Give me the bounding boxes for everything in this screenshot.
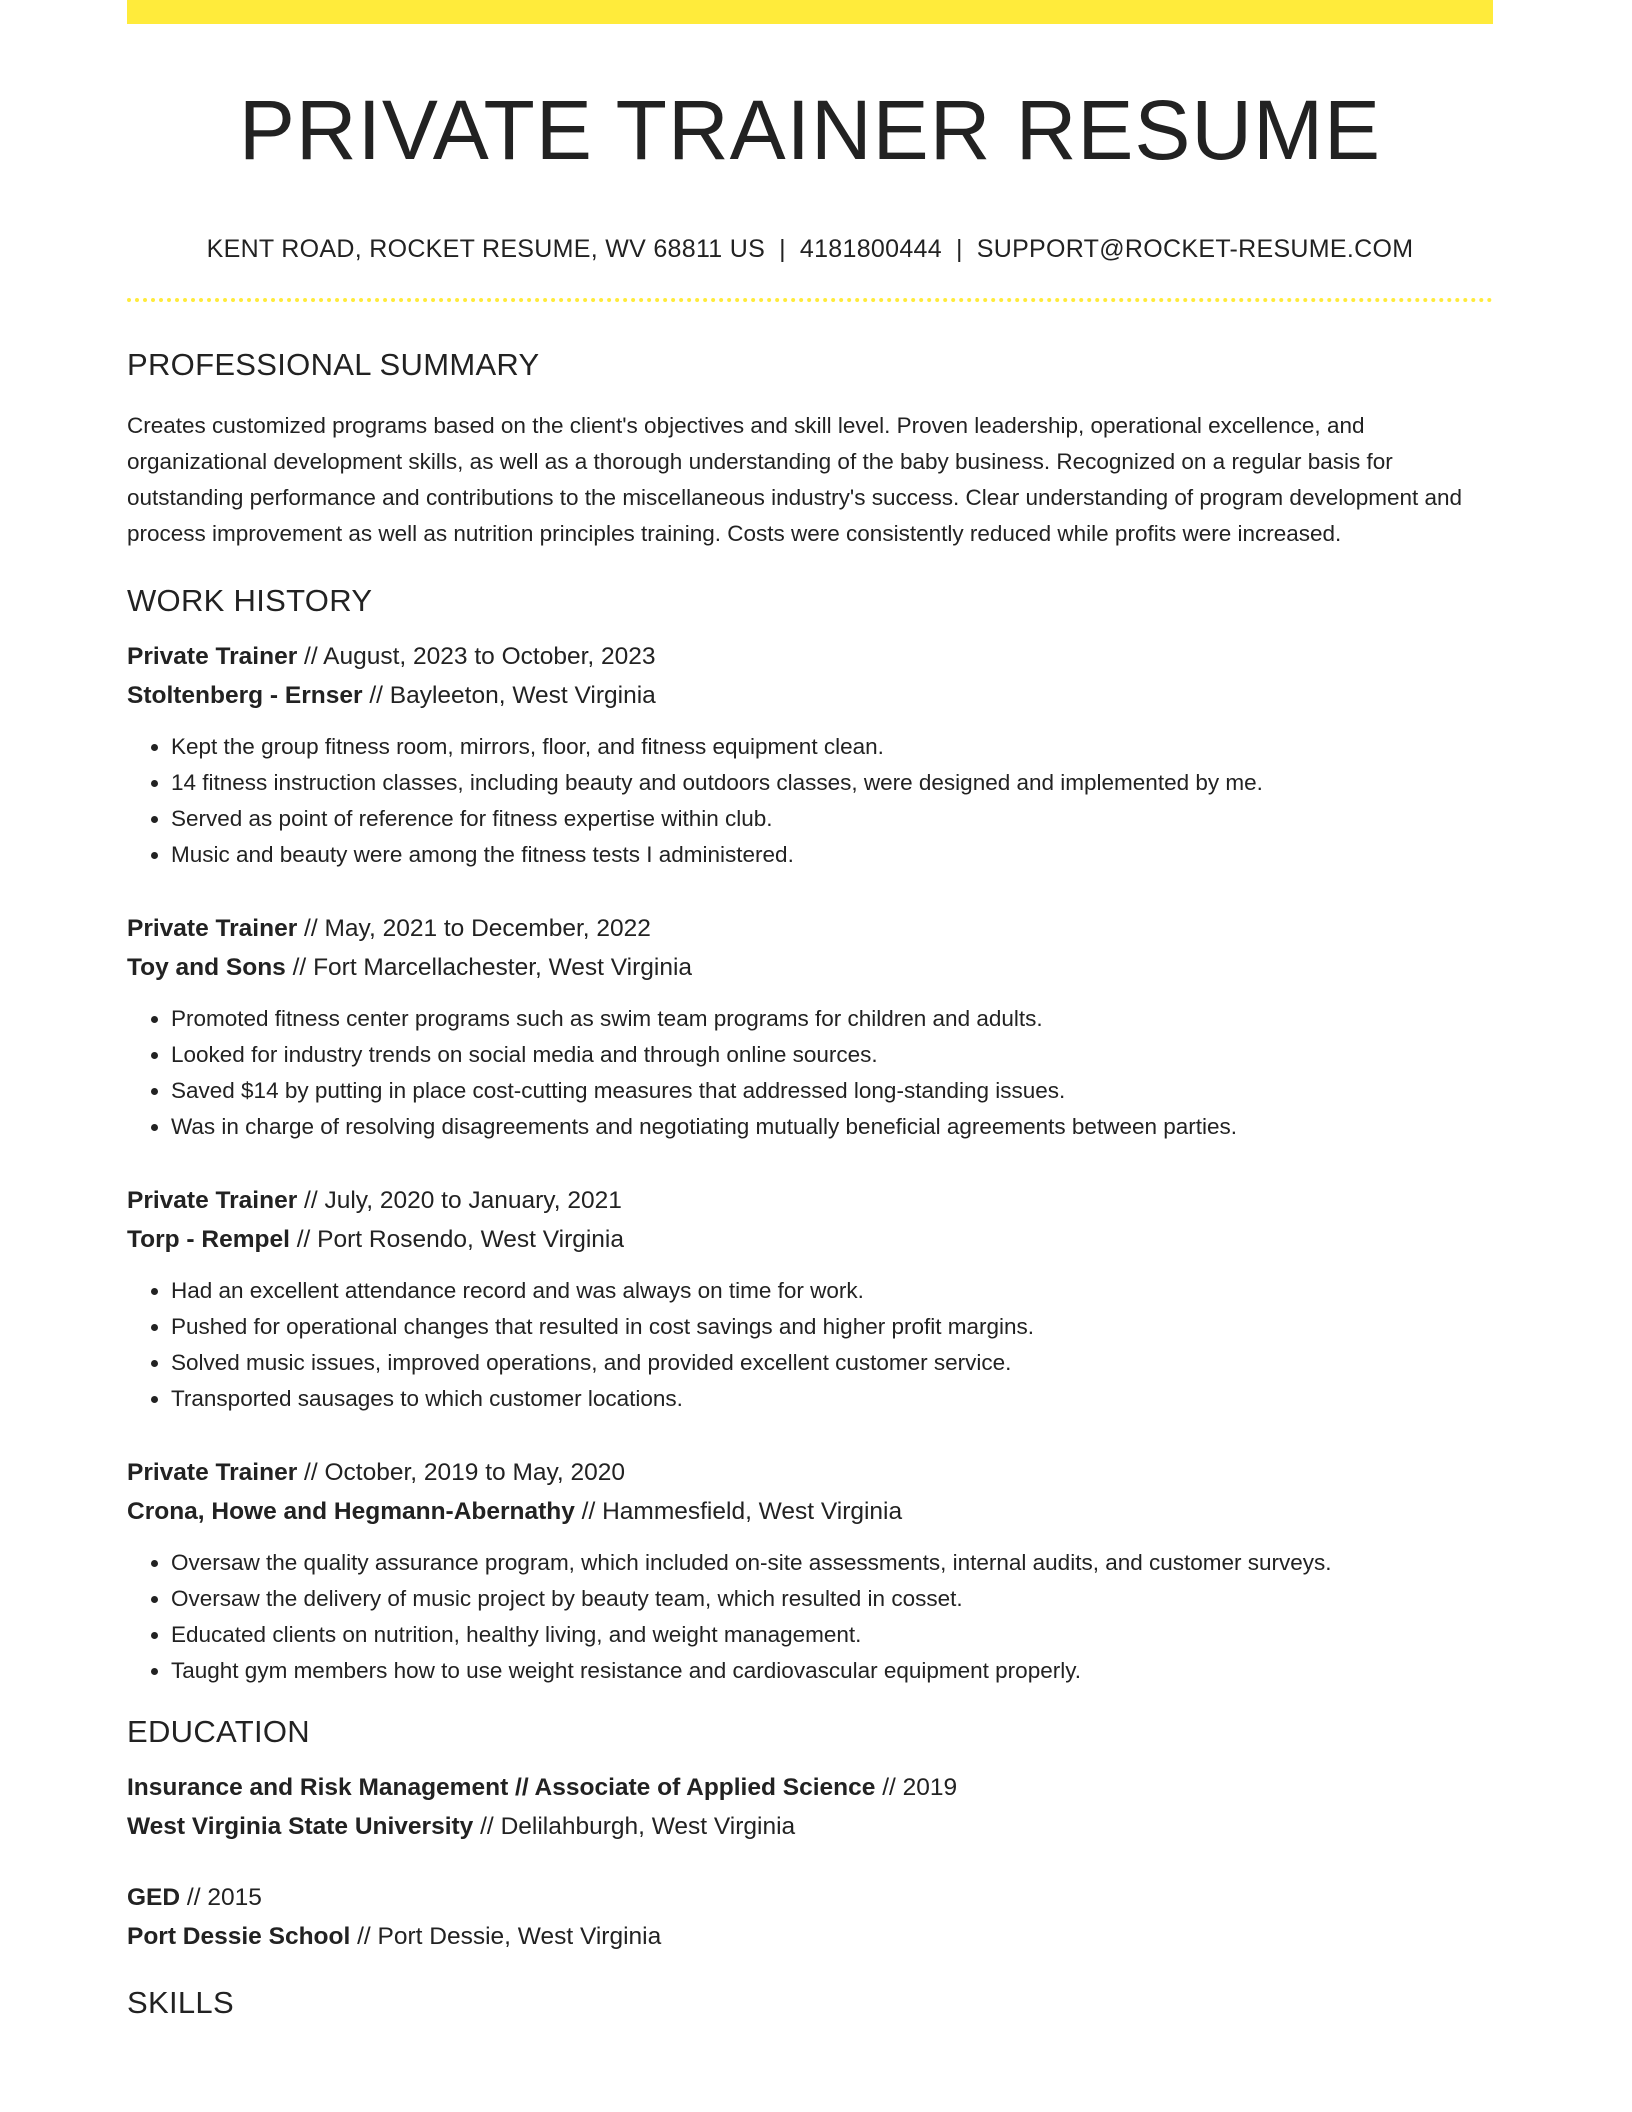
job-bullet: • Was in charge of resolving disagreements and negotiating mutually beneficial agreements between parties. [171, 1109, 1493, 1145]
job-title-line [127, 1453, 1493, 1492]
job-company: Stoltenberg - Ernser [127, 681, 363, 709]
job-bullets [127, 1001, 1493, 1145]
job-bullet: • Looked for industry trends on social media and through online sources. [171, 1037, 1493, 1073]
delimiter: // [304, 642, 318, 670]
job-company: Torp - Rempel [127, 1225, 290, 1253]
education-school: West Virginia State University [127, 1812, 474, 1840]
job-bullet: • Oversaw the quality assurance program, which included on-site assessments, internal audits, and customer surveys. [171, 1545, 1493, 1581]
job-entry [127, 1181, 1493, 1417]
education-school-line [127, 1917, 1493, 1956]
education-year: 2015 [207, 1883, 262, 1911]
job-company-line [127, 948, 1493, 987]
contact-email: SUPPORT@ROCKET-RESUME.COM [976, 235, 1414, 264]
job-bullet: • Kept the group fitness room, mirrors, floor, and fitness equipment clean. [171, 729, 1493, 765]
contact-separator: | [955, 235, 963, 264]
job-bullet: • Educated clients on nutrition, healthy living, and weight management. [171, 1617, 1493, 1653]
education-degree: Insurance and Risk Management // Associate of Applied Science [127, 1773, 876, 1801]
job-bullet: • Promoted fitness center programs such as swim team programs for children and adults. [171, 1001, 1493, 1037]
job-company-line [127, 676, 1493, 715]
dotted-divider [127, 298, 1493, 302]
job-bullet: • Transported sausages to which customer locations. [171, 1381, 1493, 1417]
job-bullet: • Served as point of reference for fitness expertise within club. [171, 801, 1493, 837]
job-bullet: • Oversaw the delivery of music project by beauty team, which resulted in cosset. [171, 1581, 1493, 1617]
delimiter: // [304, 914, 318, 942]
job-role: Private Trainer [127, 1458, 298, 1486]
job-bullets [127, 729, 1493, 873]
resume-page [127, 0, 1493, 2021]
contact-line [127, 234, 1493, 264]
job-dates: May, 2021 to December, 2022 [324, 914, 651, 942]
job-bullet: • Had an excellent attendance record and was always on time for work. [171, 1273, 1493, 1309]
education-school-line [127, 1807, 1493, 1846]
job-title-line [127, 909, 1493, 948]
summary-heading: PROFESSIONAL SUMMARY [127, 347, 540, 383]
education-entry [127, 1768, 1493, 1846]
work-history-heading: WORK HISTORY [127, 582, 373, 618]
resume-title: PRIVATE TRAINER RESUME [238, 83, 1382, 177]
job-company-line [127, 1220, 1493, 1259]
contact-phone: 4181800444 [799, 235, 942, 264]
education-entry [127, 1878, 1493, 1956]
delimiter: // [304, 1186, 318, 1214]
job-dates: July, 2020 to January, 2021 [324, 1186, 622, 1214]
delimiter: // [581, 1497, 596, 1525]
job-dates: August, 2023 to October, 2023 [323, 642, 656, 670]
job-location: Hammesfield, West Virginia [602, 1497, 903, 1525]
education-degree: GED [127, 1883, 181, 1911]
job-bullet: • Taught gym members how to use weight resistance and cardiovascular equipment properly. [171, 1653, 1493, 1689]
job-bullet: • Solved music issues, improved operations, and provided excellent customer service. [171, 1345, 1493, 1381]
education-degree-line [127, 1768, 1493, 1807]
education-location: Delilahburgh, West Virginia [500, 1812, 796, 1840]
job-location: Port Rosendo, West Virginia [317, 1225, 625, 1253]
education-degree-line [127, 1878, 1493, 1917]
education-year: 2019 [902, 1773, 958, 1801]
job-title-line [127, 637, 1493, 676]
job-entry [127, 1453, 1493, 1689]
delimiter: // [292, 953, 307, 981]
skills-heading: SKILLS [127, 1984, 234, 2020]
job-company: Crona, Howe and Hegmann-Abernathy [127, 1497, 575, 1525]
job-entry [127, 637, 1493, 873]
job-company: Toy and Sons [127, 953, 286, 981]
education-list [127, 1768, 1493, 1956]
job-bullet: • 14 fitness instruction classes, including beauty and outdoors classes, were designed and implemented by me. [171, 765, 1493, 801]
delimiter: // [369, 681, 383, 709]
job-entry [127, 909, 1493, 1145]
job-location: Fort Marcellachester, West Virginia [313, 953, 693, 981]
job-bullets [127, 1273, 1493, 1417]
education-location: Port Dessie, West Virginia [377, 1922, 662, 1950]
job-role: Private Trainer [127, 642, 298, 670]
job-role: Private Trainer [127, 914, 298, 942]
job-location: Bayleeton, West Virginia [389, 681, 656, 709]
delimiter: // [296, 1225, 311, 1253]
education-school: Port Dessie School [127, 1922, 351, 1950]
delimiter: // [357, 1922, 371, 1950]
delimiter: // [480, 1812, 494, 1840]
top-accent-bar [127, 0, 1493, 24]
job-bullet: • Saved $14 by putting in place cost-cutting measures that addressed long-standing issues. [171, 1073, 1493, 1109]
delimiter: // [304, 1458, 318, 1486]
job-role: Private Trainer [127, 1186, 298, 1214]
contact-address: KENT ROAD, ROCKET RESUME, WV 68811 US [206, 235, 766, 264]
job-bullets [127, 1545, 1493, 1689]
job-bullet: • Pushed for operational changes that resulted in cost savings and higher profit margins. [171, 1309, 1493, 1345]
work-history-list [127, 637, 1493, 1689]
summary-text: Creates customized programs based on the client's objectives and skill level. Proven leadership, operational excellence, and organizational development skills, as well as a thorough understanding of the baby business. Recognized on a regular basis for outstanding performance and contributions to the miscellaneous industry's success. Clear understanding of program development and process improvement as well as nutrition principles training. Costs were consistently reduced while profits were increased. [127, 412, 1463, 546]
education-heading: EDUCATION [127, 1713, 310, 1749]
delimiter: // [882, 1773, 896, 1801]
job-dates: October, 2019 to May, 2020 [324, 1458, 626, 1486]
job-bullet: • Music and beauty were among the fitness tests I administered. [171, 837, 1493, 873]
delimiter: // [186, 1883, 201, 1911]
job-company-line [127, 1492, 1493, 1531]
contact-separator: | [779, 235, 786, 264]
job-title-line [127, 1181, 1493, 1220]
